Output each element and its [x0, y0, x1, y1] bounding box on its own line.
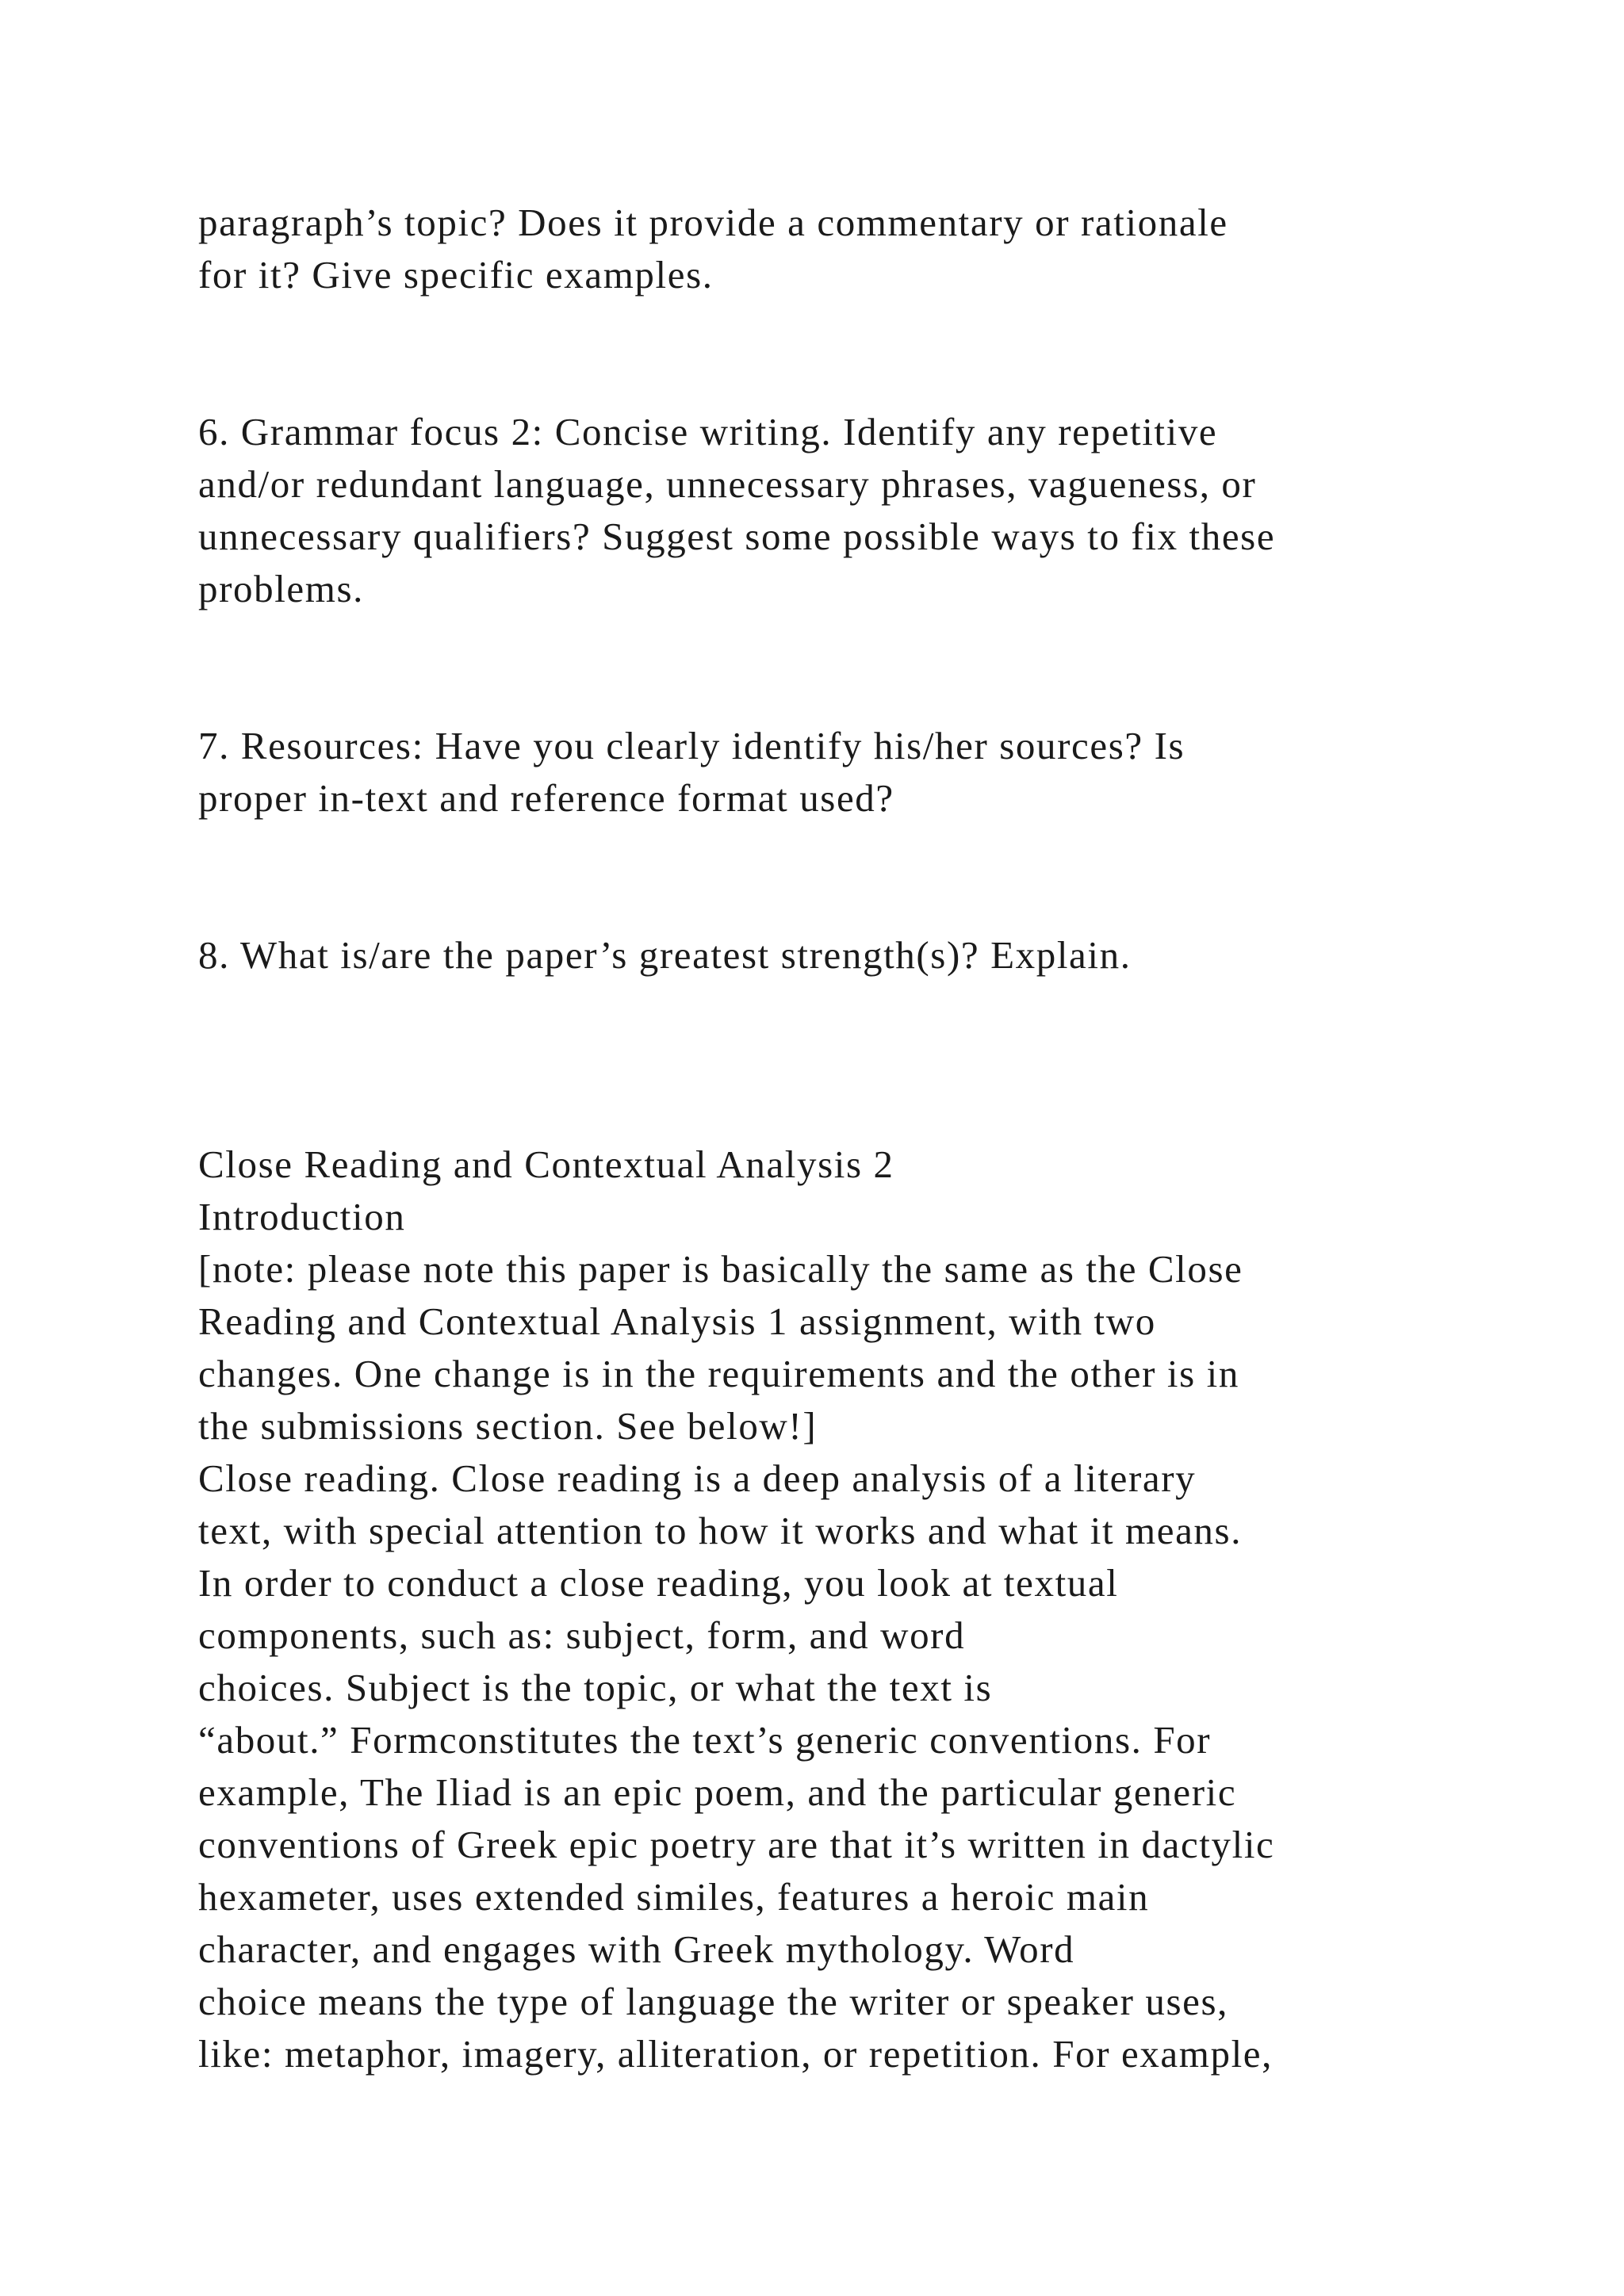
- note-line-3: changes. One change is in the requirements and the other is in: [198, 1352, 1239, 1395]
- q6-line-1: 6. Grammar focus 2: Concise writing. Identify any repetitive: [198, 410, 1218, 453]
- body-line-2: text, with special attention to how it works and what it means.: [198, 1509, 1243, 1552]
- body-line-3: In order to conduct a close reading, you look at textual: [198, 1561, 1119, 1605]
- q5-line-2: for it? Give specific examples.: [198, 253, 714, 297]
- q6-line-4: problems.: [198, 567, 365, 610]
- body-line-5: choices. Subject is the topic, or what the text is: [198, 1666, 993, 1709]
- note-line-2: Reading and Contextual Analysis 1 assignment, with two: [198, 1299, 1156, 1343]
- body-line-11: choice means the type of language the writer or speaker uses,: [198, 1980, 1228, 2023]
- section-title: Close Reading and Contextual Analysis 2: [198, 1142, 894, 1186]
- note-line-4: the submissions section. See below!]: [198, 1404, 818, 1448]
- body-line-12: like: metaphor, imagery, alliteration, or repetition. For example,: [198, 2032, 1274, 2076]
- q8-line-1: 8. What is/are the paper’s greatest strength(s)? Explain.: [198, 933, 1132, 977]
- note-line-1: [note: please note this paper is basically the same as the Close: [198, 1247, 1243, 1291]
- body-line-1: Close reading. Close reading is a deep analysis of a literary: [198, 1456, 1197, 1500]
- body-line-7: example, The Iliad is an epic poem, and the particular generic: [198, 1770, 1237, 1814]
- body-line-9: hexameter, uses extended similes, features a heroic main: [198, 1875, 1150, 1919]
- q6-line-3: unnecessary qualifiers? Suggest some possible ways to fix these: [198, 515, 1276, 558]
- q7-line-2: proper in-text and reference format used?: [198, 776, 894, 820]
- q5-line-1: paragraph’s topic? Does it provide a commentary or rationale: [198, 201, 1228, 244]
- body-line-4: components, such as: subject, form, and word: [198, 1613, 966, 1657]
- q7-line-1: 7. Resources: Have you clearly identify his/her sources? Is: [198, 724, 1185, 767]
- section-subtitle: Introduction: [198, 1195, 406, 1238]
- body-line-10: character, and engages with Greek mythology. Word: [198, 1927, 1075, 1971]
- body-line-8: conventions of Greek epic poetry are that it’s written in dactylic: [198, 1823, 1275, 1866]
- body-line-6: “about.” Formconstitutes the text’s generic conventions. For: [198, 1718, 1212, 1762]
- q6-line-2: and/or redundant language, unnecessary phrases, vagueness, or: [198, 462, 1257, 506]
